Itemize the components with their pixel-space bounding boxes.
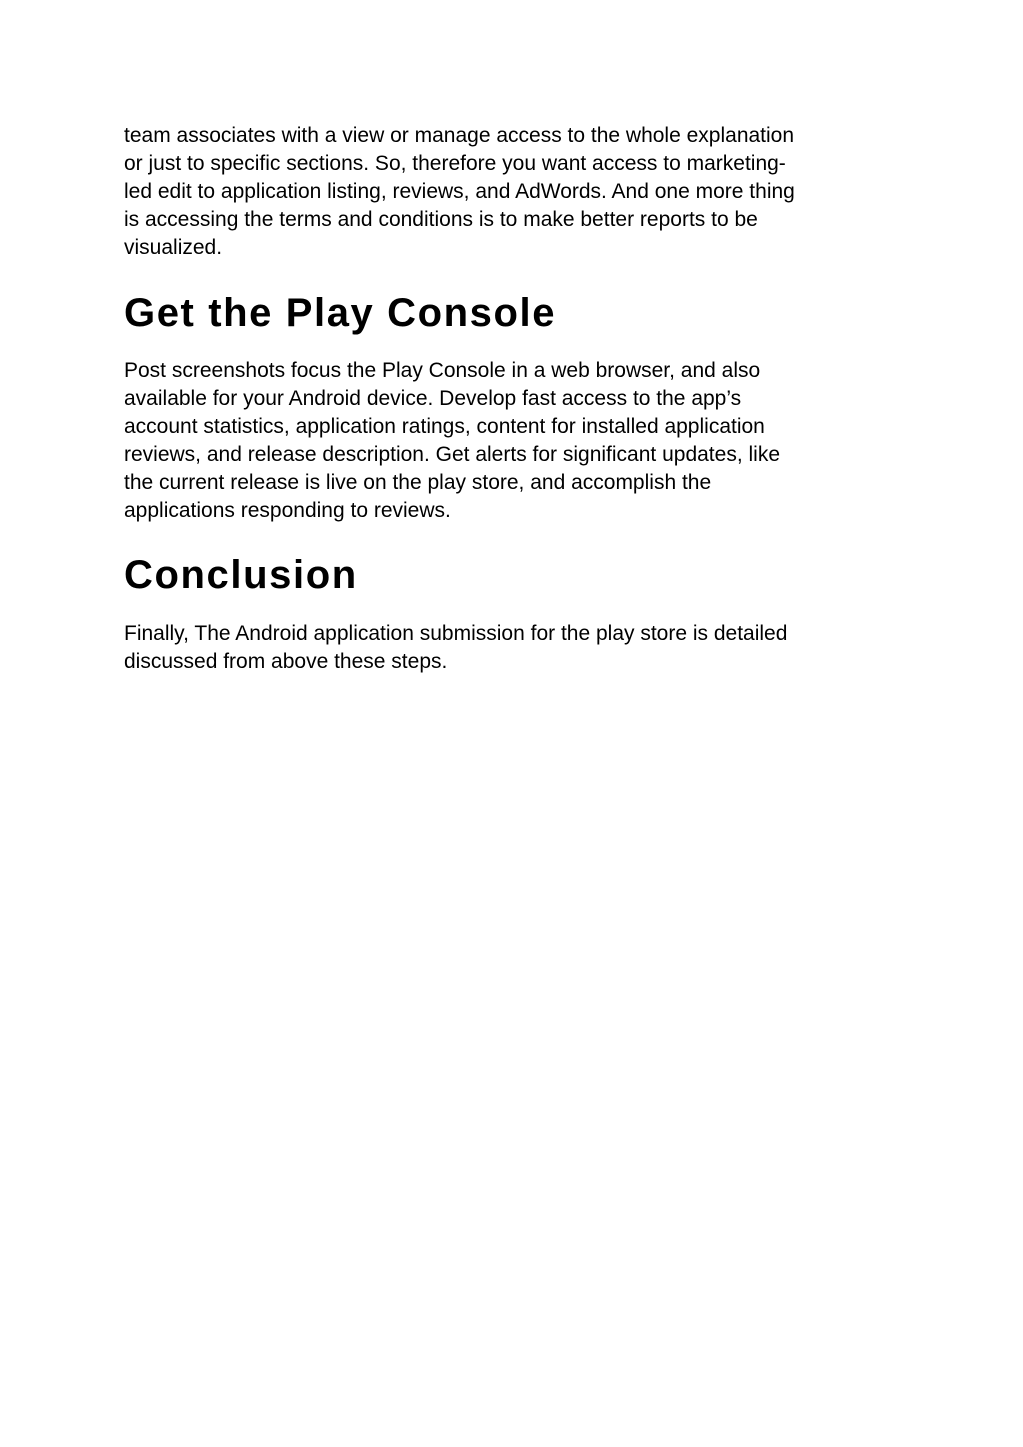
paragraph-line: Finally, The Android application submission for the play store is detailed	[124, 622, 788, 645]
play-console-paragraph	[124, 357, 914, 525]
section-heading-conclusion: Conclusion	[124, 553, 358, 597]
conclusion-paragraph	[124, 620, 914, 676]
paragraph-line: discussed from above these steps.	[124, 650, 448, 673]
paragraph-line: reviews, and release description. Get alerts for significant updates, like	[124, 443, 780, 466]
paragraph-line: is accessing the terms and conditions is to make better reports to be	[124, 208, 758, 231]
paragraph-line: account statistics, application ratings, content for installed application	[124, 415, 765, 438]
paragraph-line: visualized.	[124, 236, 223, 259]
paragraph-line: applications responding to reviews.	[124, 499, 451, 522]
paragraph-line: Post screenshots focus the Play Console in a web browser, and also	[124, 359, 761, 382]
paragraph-line: the current release is live on the play store, and accomplish the	[124, 471, 712, 494]
paragraph-line: or just to specific sections. So, therefore you want access to marketing-	[124, 152, 786, 175]
intro-paragraph	[124, 122, 914, 262]
section-heading-play-console: Get the Play Console	[124, 291, 557, 335]
paragraph-line: led edit to application listing, reviews, and AdWords. And one more thing	[124, 180, 795, 203]
paragraph-line: available for your Android device. Develop fast access to the app’s	[124, 387, 742, 410]
paragraph-line: team associates with a view or manage access to the whole explanation	[124, 124, 795, 147]
page-content	[124, 122, 914, 676]
